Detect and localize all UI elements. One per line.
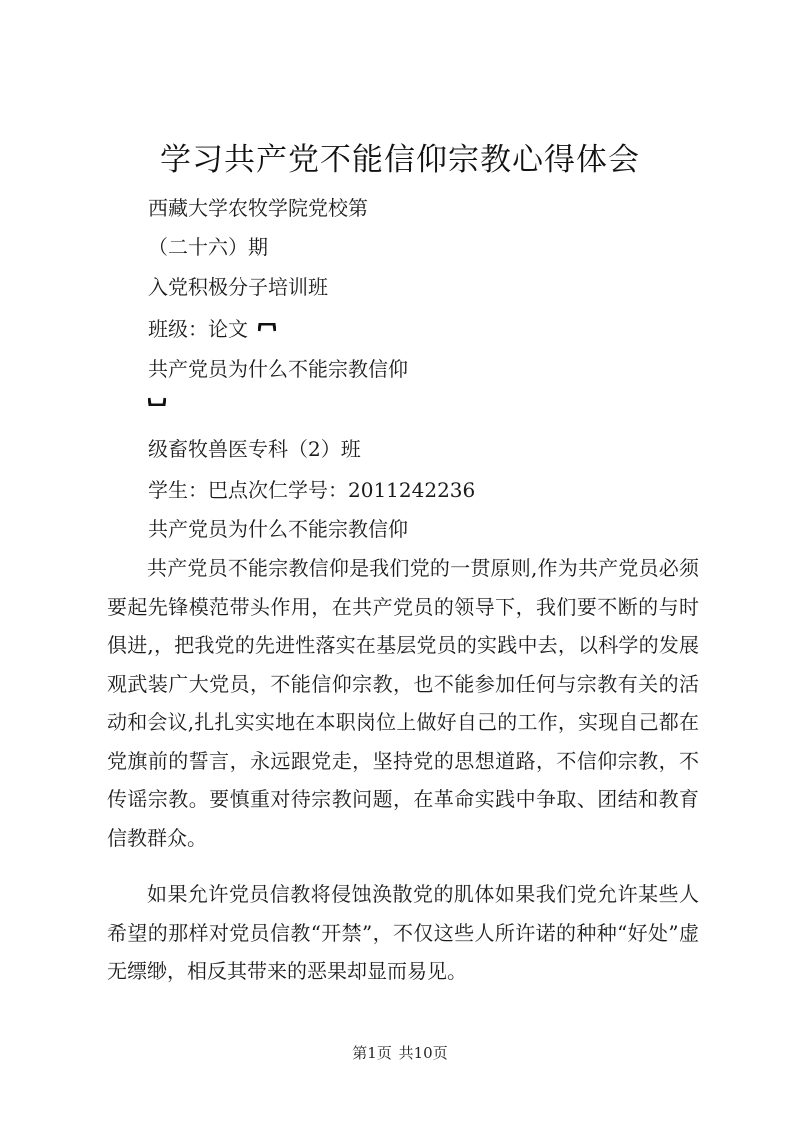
student-class-line: 级畜牧兽医专科（2）班 [148,437,361,461]
page-total: 共10页 [398,1044,448,1062]
session-line: （二十六）期 [148,235,268,259]
student-info-line: 学生：巴点次仁学号：2011242236 [148,478,476,502]
page-number: 第1页 [352,1044,392,1062]
page-footer [0,1043,800,1063]
training-class-line: 入党积极分子培训班 [148,275,328,299]
essay-topic-line: 共产党员为什么不能宗教信仰 [148,357,408,381]
document-title: 学习共产党不能信仰宗教心得体会 [160,142,640,178]
body-paragraph: 如果允许党员信教将侵蚀涣散党的肌体如果我们党允许某些人希望的那样对党员信教“开禁”，不仅这些人所许诺的种种“好处”虚无缥缈，相反其带来的恶果却显而易见。 [107,882,699,983]
section-heading: 共产党员为什么不能宗教信仰 [148,517,408,541]
body-paragraph: 共产党员不能宗教信仰是我们党的一贯原则,作为共产党员必须要起先锋模范带头作用，在共产党员的领导下，我们要不断的与时俱进,，把我党的先进性落实在基层党员的实践中去，以科学的发展观武装广大党员，不能信仰宗教，也不能参加任何与宗教有关的活动和会议,扎扎实实地在本职岗位上做好自己的工作，实现自己都在党旗前的誓言，永远跟党走，坚持党的思想道路，不信仰宗教，不传谣宗教。要慎重对待宗教问题，在革命实践中争取、团结和教育信教群众。 [107,556,699,850]
bracket-close-icon [148,397,166,406]
class-line: 班级：论文 [148,317,248,341]
school-line: 西藏大学农牧学院党校第 [148,196,368,220]
bracket-open-icon [258,323,276,332]
